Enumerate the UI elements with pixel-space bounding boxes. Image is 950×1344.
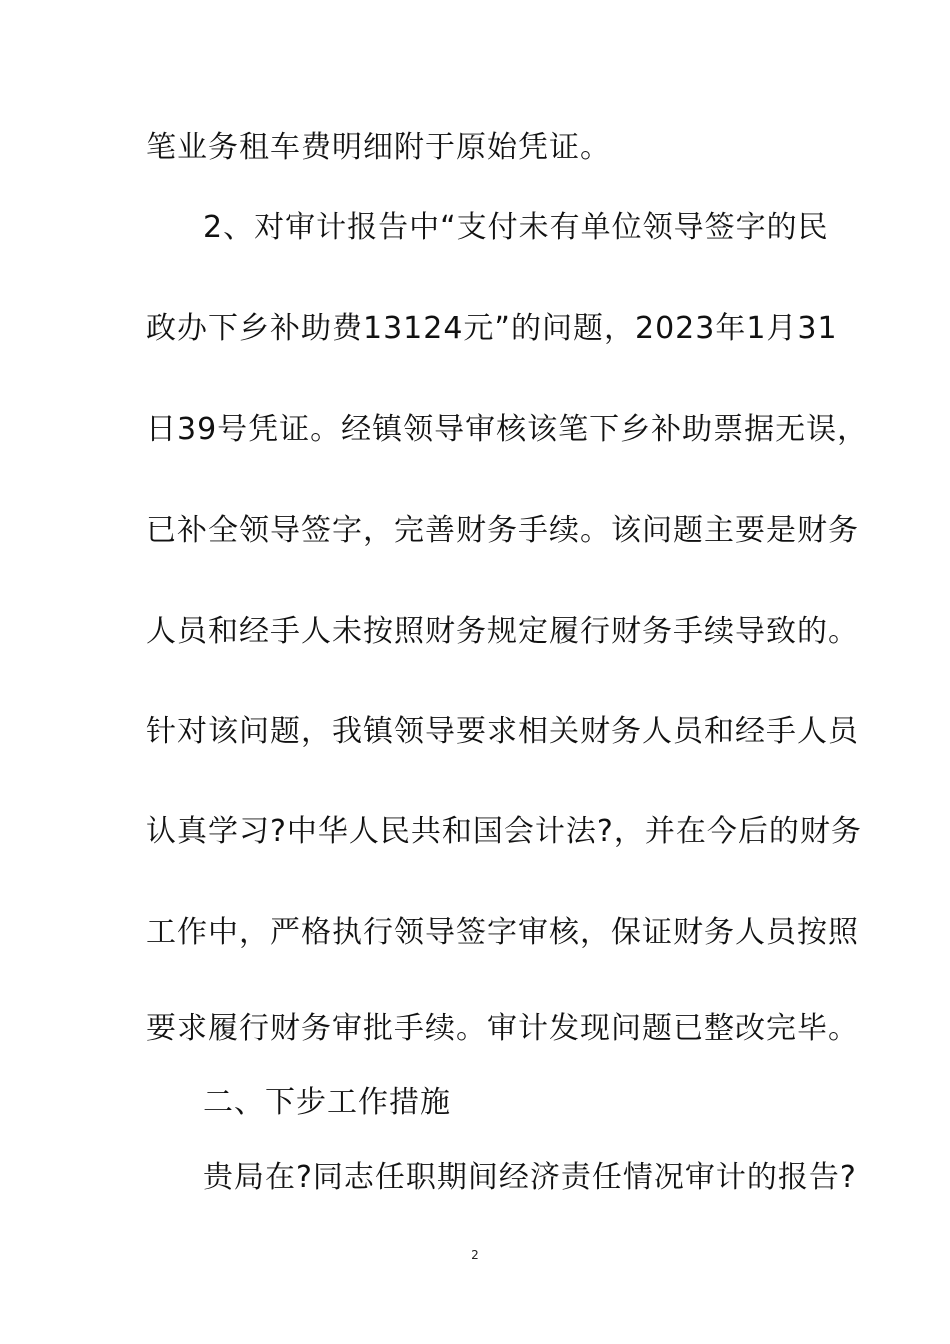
body-line-9: 工作中，严格执行领导签字审核，保证财务人员按照 [146,915,859,950]
body-line-1: 笔业务租车费明细附于原始凭证。 [146,130,611,165]
body-line-2: 2、对审计报告中“支付未有单位领导签字的民 [203,210,829,245]
body-line-8: 认真学习?中华人民共和国会计法?，并在今后的财务 [146,814,862,849]
body-line-3: 政办下乡补助费13124元”的问题，2023年1月31 [146,311,838,346]
page-number: 2 [471,1248,479,1262]
body-line-4: 日39号凭证。经镇领导审核该笔下乡补助票据无误， [146,412,869,447]
section-heading: 二、下步工作措施 [203,1085,451,1120]
body-line-5: 已补全领导签字，完善财务手续。该问题主要是财务 [146,513,859,548]
body-line-6: 人员和经手人未按照财务规定履行财务手续导致的。 [146,614,859,649]
body-line-12: 贵局在?同志任职期间经济责任情况审计的报告? [203,1160,857,1195]
body-line-7: 针对该问题，我镇领导要求相关财务人员和经手人员 [146,714,859,749]
body-line-10: 要求履行财务审批手续。审计发现问题已整改完毕。 [146,1011,859,1046]
